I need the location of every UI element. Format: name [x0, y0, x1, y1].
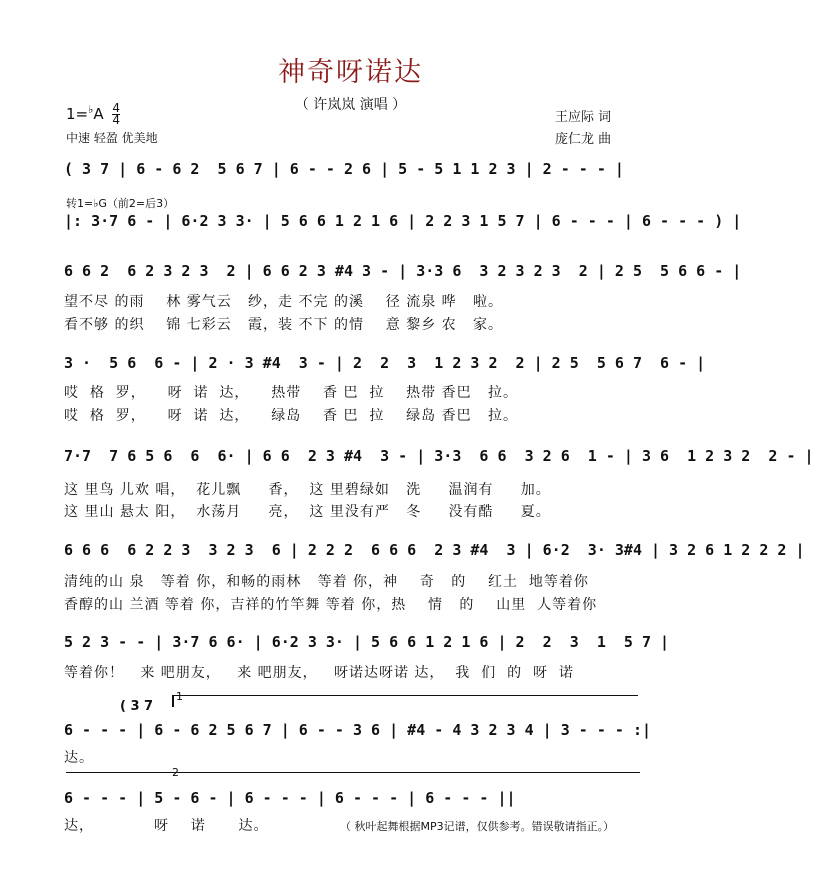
score-line-5: 7·7 7 6 5 6 6 6· | 6 6 2 3 #4 3 - | 3·3 6 6 3 2 6 1 - | 3 6 1 2 3 2 2 - |	[64, 447, 814, 465]
lyric-line-1a: 望不尽 的雨 林 雾气云 纱，走 不完 的溪 径 流泉 哗 啦。	[64, 294, 504, 310]
lyric-line-2b: 哎 格 罗， 呀 诺 达， 绿岛 香 巴 拉 绿岛 香巴 拉。	[64, 408, 518, 424]
key-prefix: 1=	[66, 105, 89, 123]
time-bottom: 4	[112, 113, 121, 127]
lyric-line-3a: 这 里鸟 儿欢 唱， 花儿飘 香， 这 里碧绿如 洗 温润有 加。	[64, 482, 551, 498]
modulation-marking: 转1=♭G（前2=后3）	[66, 197, 175, 210]
lyric-line-6: 达。	[64, 750, 94, 766]
volta-pickup: ( 3 7	[120, 699, 154, 714]
score-line-8: 6 - - - | 6 - 6 2 5 6 7 | 6 - - 3 6 | #4 - 4 3 2 3 4 | 3 - - - :|	[64, 721, 651, 739]
lyric-line-1b: 看不够 的织 锦 七彩云 霞，装 不下 的情 意 黎乡 农 家。	[64, 317, 504, 333]
lyric-line-5: 等着你！ 来 吧朋友， 来 吧朋友， 呀诺达呀诺 达， 我 们 的 呀 诺	[64, 665, 574, 681]
time-signature	[112, 103, 120, 126]
score-line-2: |: 3·7 6 - | 6·2 3 3· | 5 6 6 1 2 1 6 | 2 2 3 1 5 7 | 6 - - - | 6 - - - ) |	[64, 212, 742, 230]
volta-1-edge	[172, 695, 174, 707]
composer-credit: 庞仁龙 曲	[555, 132, 612, 147]
lyric-line-4a: 清纯的山 泉 等着 你，和畅的雨林 等着 你，神 奇 的 红土 地等着你	[64, 574, 589, 590]
lyric-line-4b: 香醇的山 兰酒 等着 你，吉祥的竹竿舞 等着 你，热 情 的 山里 人等着你	[64, 597, 598, 613]
tempo-marking: 中速 轻盈 优美地	[66, 131, 158, 145]
volta-2-label: 2	[172, 766, 179, 779]
lyric-line-2a: 哎 格 罗， 呀 诺 达， 热带 香 巴 拉 热带 香巴 拉。	[64, 385, 518, 401]
score-line-4: 3 · 5 6 6 - | 2 · 3 #4 3 - | 2 2 3 1 2 3 2 2 | 2 5 5 6 7 6 - |	[64, 354, 706, 372]
volta-1-label: 1	[176, 690, 183, 703]
volta-2-bracket	[66, 772, 640, 773]
score-line-7: 5 2 3 - - | 3·7 6 6· | 6·2 3 3· | 5 6 6 1 2 1 6 | 2 2 3 1 5 7 |	[64, 633, 670, 651]
time-top: 4	[112, 101, 121, 115]
score-line-6: 6 6 6 6 2 2 3 3 2 3 6 | 2 2 2 6 6 6 2 3 #4 3 | 6·2 3· 3#4 | 3 2 6 1 2 2 2 |	[64, 541, 805, 559]
score-line-3: 6 6 2 6 2 3 2 3 2 | 6 6 2 3 #4 3 - | 3·3 6 3 2 3 2 3 2 | 2 5 5 6 6 - |	[64, 262, 742, 280]
flat-sign: ♭	[88, 103, 94, 116]
song-title: 神奇呀诺达	[278, 57, 423, 88]
key-signature	[66, 103, 120, 126]
lyricist-credit: 王应际 词	[555, 110, 612, 125]
score-line-9: 6 - - - | 5 - 6 - | 6 - - - | 6 - - - | 6 - - - ||	[64, 789, 516, 807]
transcription-note: （ 秋叶起舞根据MP3记谱，仅供参考。错误敬请指正。）	[340, 820, 615, 833]
singer-credit: （ 许岚岚 演唱 ）	[294, 97, 407, 113]
score-line-1: ( 3 7 | 6 - 6 2 5 6 7 | 6 - - 2 6 | 5 - 5 1 1 2 3 | 2 - - - |	[64, 160, 624, 178]
volta-1-bracket	[172, 695, 638, 696]
lyric-line-7: 达， 呀 诺 达。	[64, 818, 269, 834]
key-note: A	[93, 105, 104, 123]
lyric-line-3b: 这 里山 悬太 阳， 水荡月 亮， 这 里没有严 冬 没有酷 夏。	[64, 504, 551, 520]
